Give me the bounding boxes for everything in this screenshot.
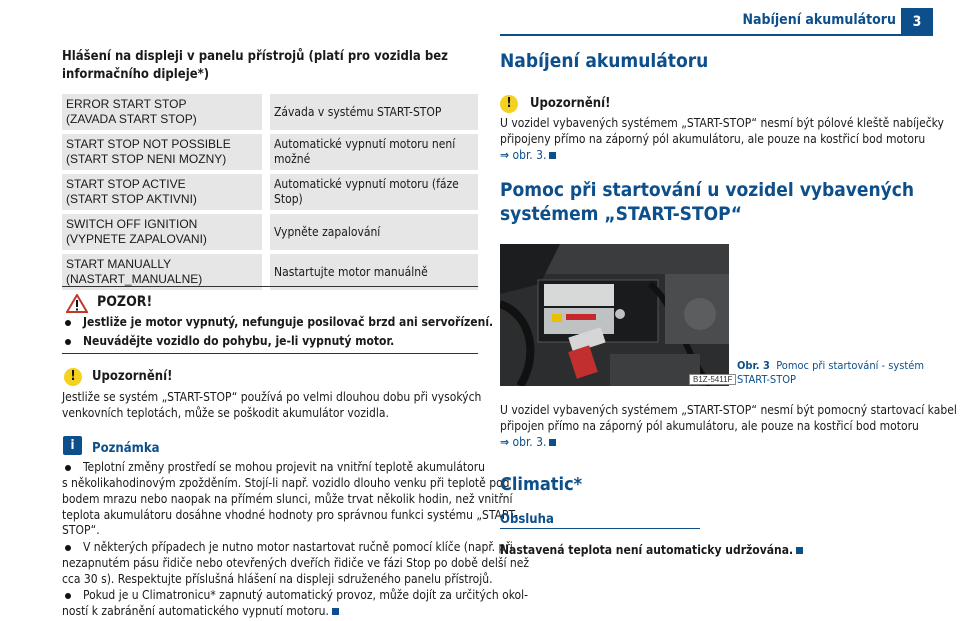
reference-text: obr. 3. [512,435,547,449]
message-code [62,214,262,250]
bullet-icon [65,593,71,599]
reference-text: obr. 3. [512,148,547,162]
end-square-icon [796,547,803,554]
message-code-line: ERROR START STOP [66,97,187,111]
bullet-icon [65,545,71,551]
table-row [62,134,478,170]
bullet-icon [65,339,71,345]
display-messages-intro: Hlášení na displeji v panelu přístrojů (platí pro vozidla bez informačního dipleje*) [62,49,448,82]
running-header-title: Nabíjení akumulátoru [742,12,896,28]
message-meaning: Nastartujte motor manuálně [270,254,478,290]
message-code-line: START STOP NOT POSSIBLE [66,137,231,151]
message-code-line: START STOP ACTIVE [66,177,186,191]
note-title: Poznámka [92,441,160,456]
body-line: U vozidel vybavených systémem „START-STOP“ nesmí být pomocný startovací kabel [500,403,957,417]
warning-item-text: Neuvádějte vozidlo do pohybu, je-li vypnutý motor. [83,334,395,348]
photo-code-label: B1Z-5411F [689,374,736,385]
reference-arrow-icon: ⇒ [500,435,510,449]
note-line: nezapnutém pásu řidiče nebo otevřených dveřích řidiče ve fázi Stop po době delší než [62,556,530,570]
warning-triangle-icon [66,294,88,313]
table-row [62,94,478,130]
caution-exclamation-icon: ! [500,95,518,113]
note-line: teplota akumulátoru dosáhne vhodné hodnoty pro správnou funkci systému „START- [62,508,518,522]
page-number: 3 [901,8,933,34]
subsection-heading [500,178,914,226]
subheading-rule [500,528,700,529]
note-text: Pokud je u Climatronicu* zapnutý automatický provoz, může dojít za určitých okol- [83,588,529,602]
subheading: Obsluha [500,512,554,527]
message-meaning: Automatické vypnutí motoru (fáze Stop) [270,174,478,210]
header-rule [500,34,933,36]
heading-line: systémem „START-STOP“ [500,203,742,225]
climatic-heading: Climatic* [500,474,583,495]
caution-text-line: U vozidel vybavených systémem „START-STOP“ nesmí být pólové kleště nabíječky [500,116,944,130]
note-line: bodem mrazu nebo naopak na přímém slunci, může trvat několik hodin, než vnitřní [62,492,513,506]
bullet-icon [65,465,71,471]
note-line: s několikahodinovým zpožděním. Stojí-li např. vozidlo dlouho venku při teplotě pod [62,476,510,490]
figure-caption [737,359,937,387]
caption-text: Pomoc při startování - systém [776,359,925,372]
message-code-translation: (VYPNETE ZAPALOVANI) [66,232,207,246]
table-row [62,254,478,290]
note-line [65,539,513,555]
message-code [62,94,262,130]
message-code [62,174,262,210]
caution-title: Upozornění! [92,369,173,384]
warning-bottom-rule [62,353,478,354]
note-line [65,587,528,603]
engine-bay-photo [500,244,729,386]
note-line [62,603,339,619]
note-line: cca 30 s). Respektujte příslušná hlášení na displeji sdruženého panelu přístrojů. [62,572,493,586]
message-meaning: Automatické vypnutí motoru není možné [270,134,478,170]
message-code-translation: (START STOP NENI MOZNY) [66,152,227,166]
caution-exclamation-icon: ! [64,368,82,386]
table-row [62,174,478,210]
end-square-icon [332,608,339,615]
message-meaning: Vypněte zapalování [270,214,478,250]
caption-text: START-STOP [737,373,797,386]
info-icon: i [63,436,82,455]
note-line [65,459,485,475]
caution-text-line: připojeny přímo na záporný pól akumulátoru, ale pouze na kostřicí bod motoru [500,132,926,146]
table-row [62,214,478,250]
end-square-icon [549,439,556,446]
warning-item [65,314,493,330]
note-text: ností k zabránění automatického vypnutí motoru. [62,604,329,618]
message-code-line: SWITCH OFF IGNITION [66,217,198,231]
warning-item-text: Jestliže je motor vypnutý, nefunguje posilovač brzd ani servořízení. [83,315,494,329]
climatic-note [500,543,803,557]
message-code [62,254,262,290]
message-code [62,134,262,170]
warning-title: POZOR! [97,294,153,310]
caution-text-line: venkovních teplotách, může se poškodit akumulátor vozidla. [62,406,389,420]
body-line: připojen přímo na záporný pól akumulátoru, ale pouze na kostřicí bod motoru [500,419,919,433]
message-code-line: START MANUALLY [66,257,172,271]
note-text: V některých případech je nutno motor nastartovat ručně pomocí klíče (např. při [83,540,513,554]
reference-arrow-icon: ⇒ [500,148,510,162]
heading-line: Pomoc při startování u vozidel vybavených [500,179,915,201]
figure-reference [500,434,556,450]
warning-item [65,333,394,349]
end-square-icon [549,152,556,159]
note-line: STOP“. [62,523,100,537]
climatic-note-text: Nastavená teplota není automaticky udržována. [500,543,794,557]
note-text: Teplotní změny prostředí se mohou projevit na vnitřní teplotě akumulátoru [83,460,485,474]
message-code-translation: (NASTART_MANUALNE) [66,272,203,286]
warning-top-rule [62,286,478,287]
section-heading: Nabíjení akumulátoru [500,50,709,72]
display-messages-table [62,90,478,294]
figure-reference [500,147,556,163]
caption-number: Obr. 3 [737,359,770,372]
message-code-translation: (ZAVADA START STOP) [66,112,197,126]
message-meaning: Závada v systému START-STOP [270,94,478,130]
bullet-icon [65,320,71,326]
message-code-translation: (START STOP AKTIVNI) [66,192,197,206]
caution-text-line: Jestliže se systém „START-STOP“ používá po velmi dlouhou dobu při vysokých [62,390,482,404]
caution-title: Upozornění! [530,96,611,111]
